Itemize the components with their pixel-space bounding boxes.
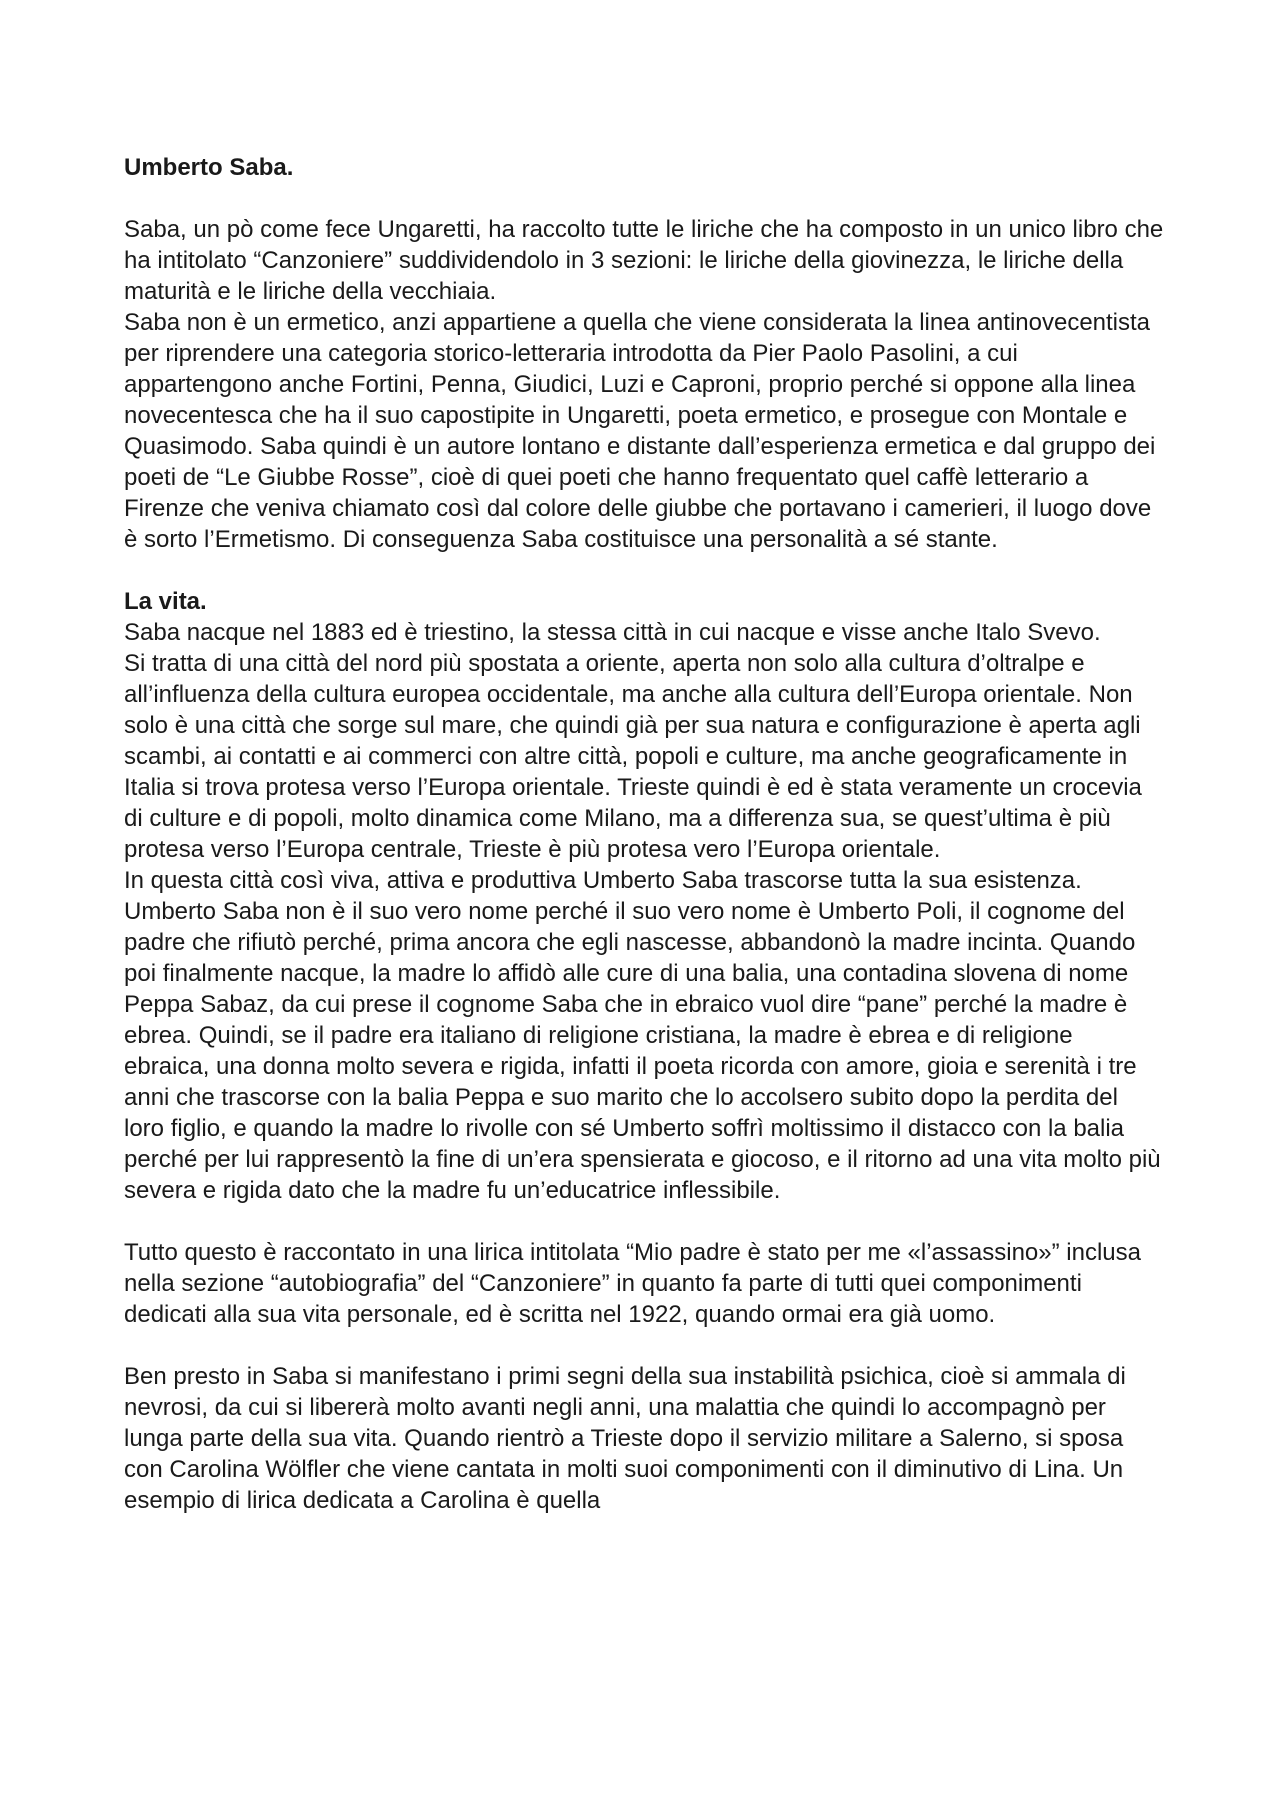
spacer [124,1206,1164,1237]
vita-paragraph-3: In questa città così viva, attiva e produttiva Umberto Saba trascorse tutta la sua esistenza. Umberto Saba non è il suo vero nome perché il suo vero nome è Umberto Poli, il cognome del padre che rifiutò perché, prima ancora che egli nascesse, abbandonò la madre incinta. Quando poi finalmente nacque, la madre lo affidò alle cure di una balia, una contadina slovena di nome Peppa Sabaz, da cui prese il cognome Saba che in ebraico vuol dire “pane” perché la madre è ebrea. Quindi, se il padre era italiano di religione cristiana, la madre è ebrea e di religione ebraica, una donna molto severa e rigida, infatti il poeta ricorda con amore, gioia e serenità i tre anni che trascorse con la balia Peppa e suo marito che lo accolsero subito dopo la perdita del loro figlio, e quando la madre lo rivolle con sé Umberto soffrì moltissimo il distacco con la balia perché per lui rappresentò la fine di un’era spensierata e giocoso, e il ritorno ad una vita molto più severa e rigida dato che la madre fu un’educatrice inflessibile. [124,867,1161,1204]
document-title: Umberto Saba. [124,154,294,181]
nevrosi-paragraph: Ben presto in Saba si manifestano i primi segni della sua instabilità psichica, cioè si ammala di nevrosi, da cui si libererà molto avanti negli anni, una malattia che quindi lo accompagnò per lunga parte della sua vita. Quando rientrò a Trieste dopo il servizio militare a Salerno, si sposa con Carolina Wölfler che viene cantata in molti suoi componimenti con il diminutivo di Lina. Un esempio di lirica dedicata a Carolina è quella [124,1363,1126,1514]
spacer [124,555,1164,586]
intro-paragraph-2: Saba non è un ermetico, anzi appartiene a quella che viene considerata la linea antinovecentista per riprendere una categoria storico-letteraria introdotta da Pier Paolo Pasolini, a cui appartengono anche Fortini, Penna, Giudici, Luzi e Caproni, proprio perché si oppone alla linea novecentesca che ha il suo capostipite in Ungaretti, poeta ermetico, e prosegue con Montale e Quasimodo. Saba quindi è un autore lontano e distante dall’esperienza ermetica e dal gruppo dei poeti de “Le Giubbe Rosse”, cioè di quei poeti che hanno frequentato quel caffè letterario a Firenze che veniva chiamato così dal colore delle giubbe che portavano i camerieri, il luogo dove è sorto l’Ermetismo. Di conseguenza Saba costituisce una personalità a sé stante. [124,309,1156,553]
section-heading-vita: La vita. [124,588,207,615]
lirica-paragraph: Tutto questo è raccontato in una lirica intitolata “Mio padre è stato per me «l’assassino»” inclusa nella sezione “autobiografia” del “Canzoniere” in quanto fa parte di tutti quei componimenti dedicati alla sua vita personale, ed è scritta nel 1922, quando ormai era già uomo. [124,1239,1141,1328]
vita-paragraph-2: Si tratta di una città del nord più spostata a oriente, aperta non solo alla cultura d’oltralpe e all’influenza della cultura europea occidentale, ma anche alla cultura dell’Europa orientale. Non solo è una città che sorge sul mare, che quindi già per sua natura e configurazione è aperta agli scambi, ai contatti e ai commerci con altre città, popoli e culture, ma anche geograficamente in Italia si trova protesa verso l’Europa orientale. Trieste quindi è ed è stata veramente un crocevia di culture e di popoli, molto dinamica come Milano, ma a differenza sua, se quest’ultima è più protesa verso l’Europa centrale, Trieste è più protesa vero l’Europa orientale. [124,650,1142,863]
vita-paragraph-1: Saba nacque nel 1883 ed è triestino, la stessa città in cui nacque e visse anche Italo Svevo. [124,619,1101,646]
document-page [124,152,1164,1516]
spacer [124,1330,1164,1361]
intro-paragraph-1: Saba, un pò come fece Ungaretti, ha raccolto tutte le liriche che ha composto in un unico libro che ha intitolato “Canzoniere” suddividendolo in 3 sezioni: le liriche della giovinezza, le liriche della maturità e le liriche della vecchiaia. [124,216,1164,305]
spacer [124,183,1164,214]
